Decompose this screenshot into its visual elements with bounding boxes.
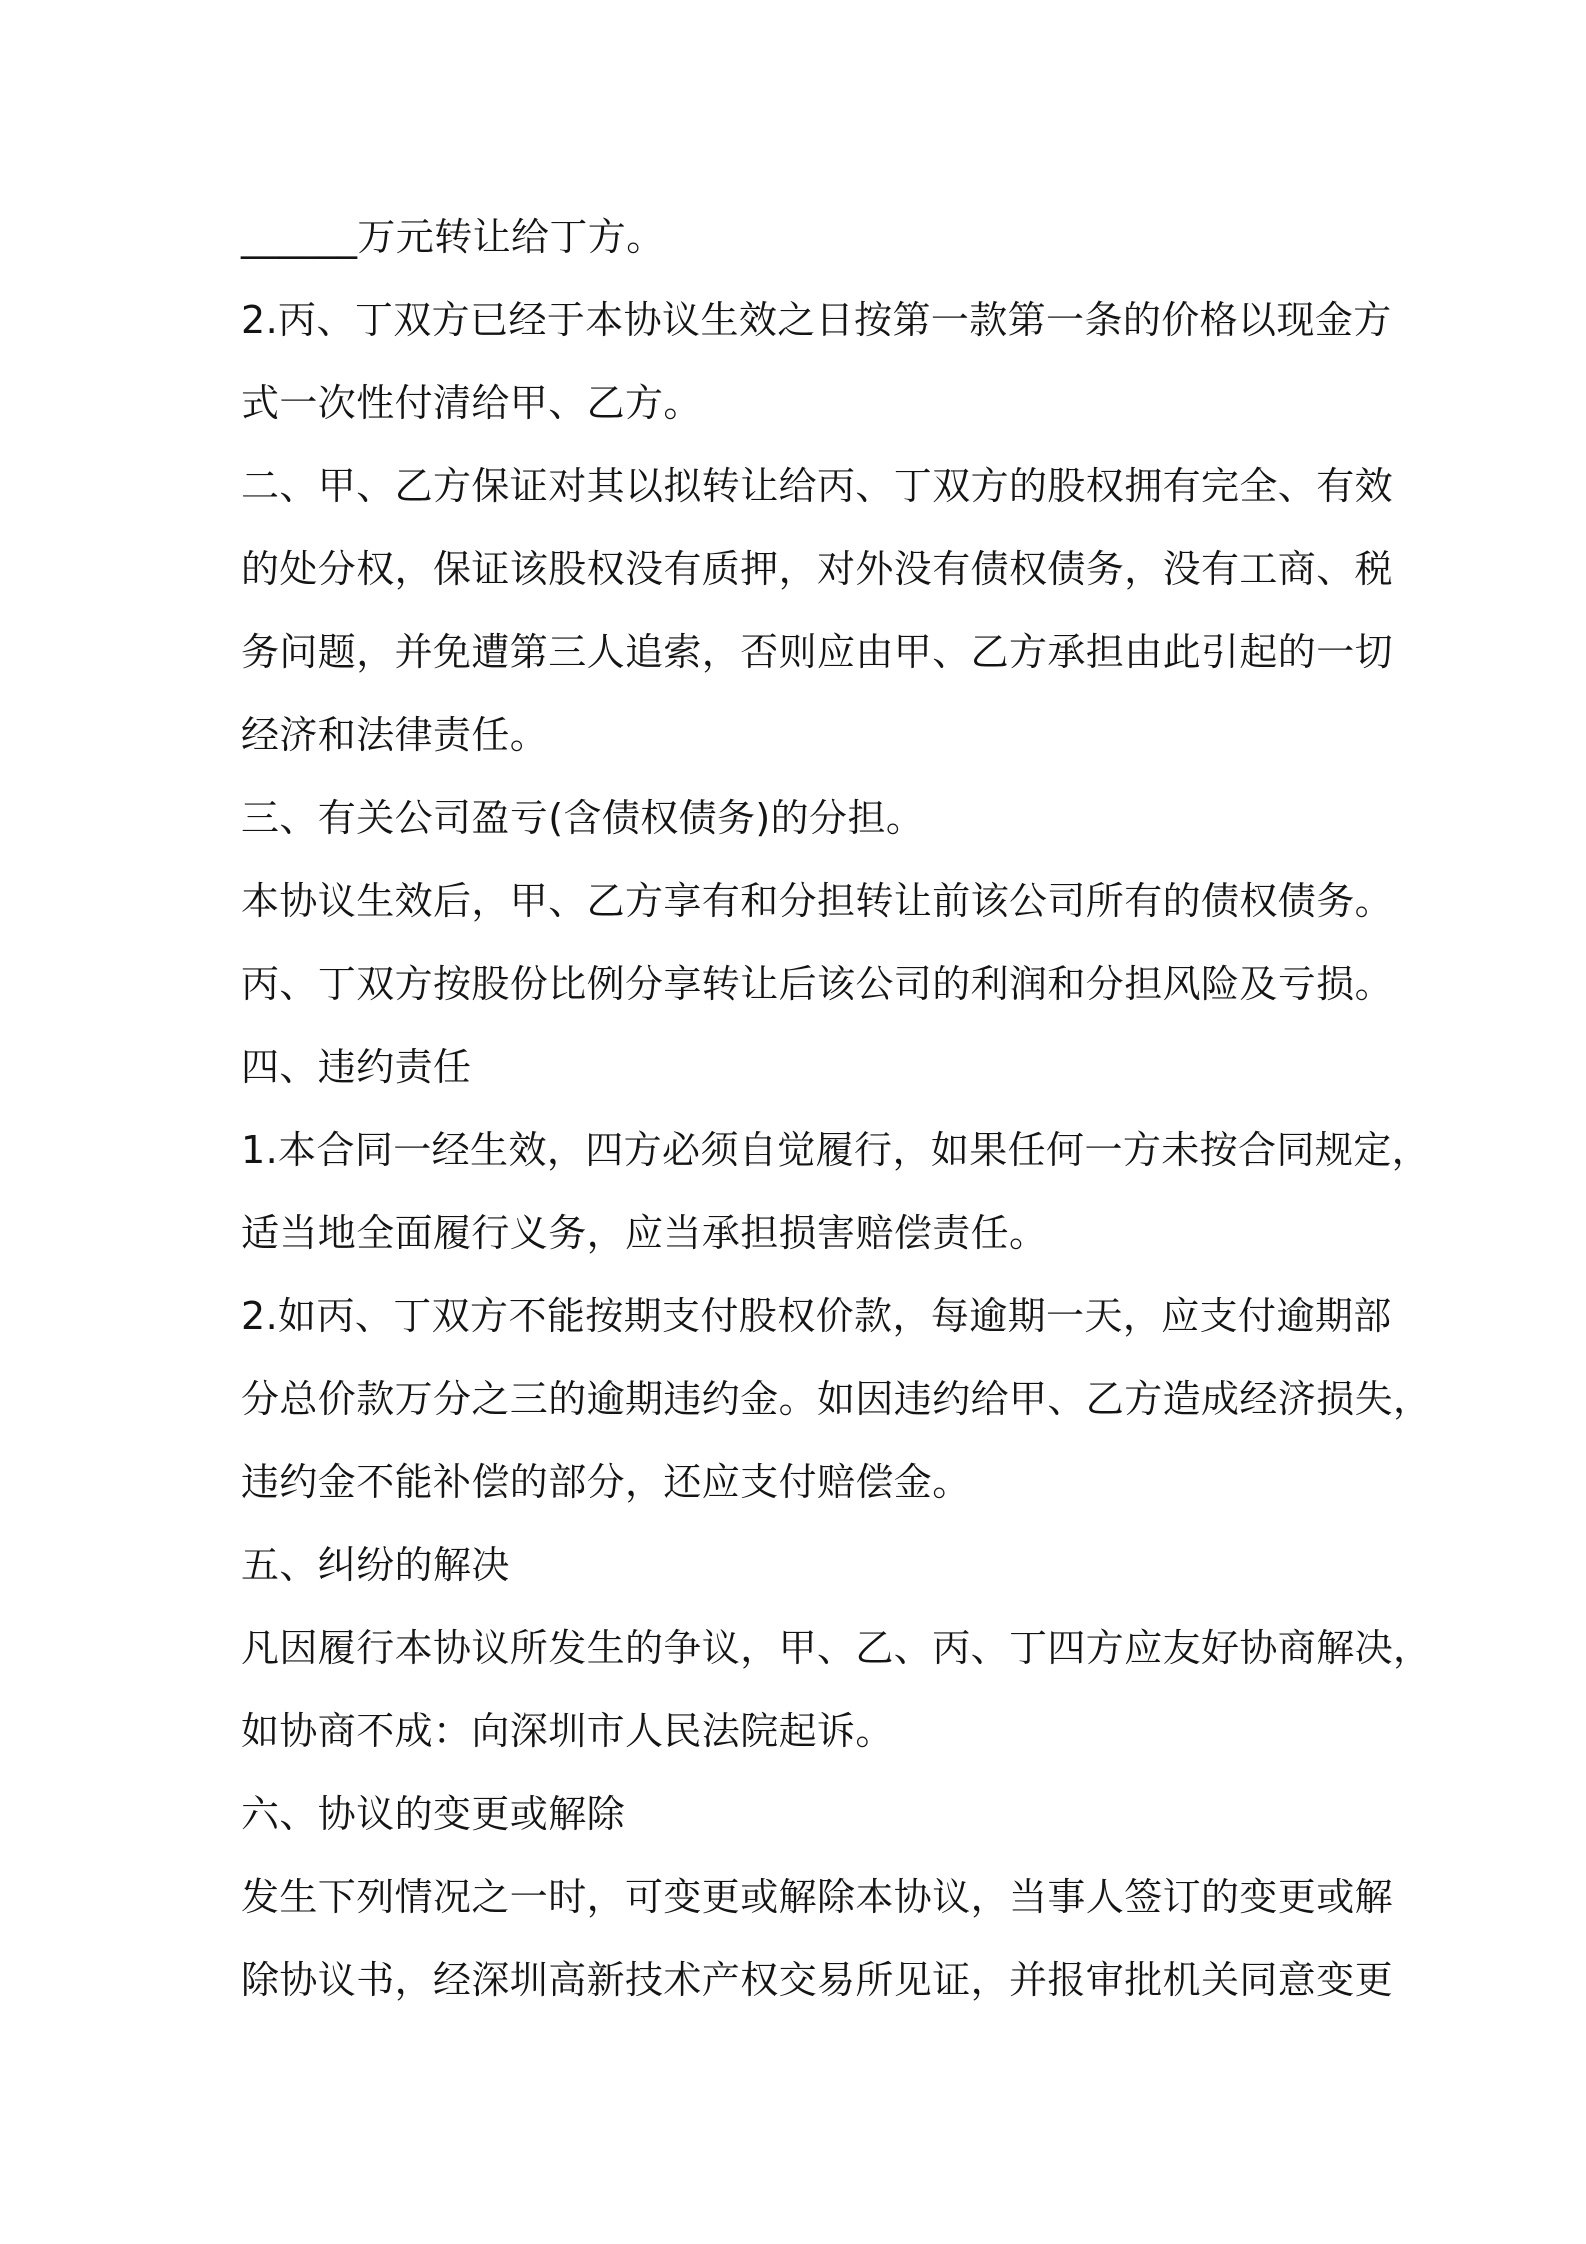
text-line: 经济和法律责任。 — [241, 713, 549, 757]
text-line: 1.本合同一经生效，四方必须自觉履行，如果任何一方未按合同规定， — [241, 1128, 1431, 1172]
text-line: 的处分权，保证该股权没有质押，对外没有债权债务，没有工商、税 — [241, 547, 1394, 591]
text-line: 如协商不成：向深圳市人民法院起诉。 — [241, 1709, 894, 1753]
text-line: 式一次性付清给甲、乙方。 — [241, 381, 702, 425]
text-line: ______万元转让给丁方。 — [241, 215, 665, 259]
text-line: 凡因履行本协议所发生的争议，甲、乙、丙、丁四方应友好协商解决， — [241, 1626, 1432, 1670]
text-line: 丙、丁双方按股份比例分享转让后该公司的利润和分担风险及亏损。 — [241, 962, 1394, 1006]
text-line: 六、协议的变更或解除 — [241, 1792, 626, 1836]
text-line: 违约金不能补偿的部分，还应支付赔偿金。 — [241, 1460, 971, 1504]
text-line: 二、甲、乙方保证对其以拟转让给丙、丁双方的股权拥有完全、有效 — [241, 464, 1394, 508]
text-line: 分总价款万分之三的逾期违约金。如因违约给甲、乙方造成经济损失， — [241, 1377, 1432, 1421]
text-line: 本协议生效后，甲、乙方享有和分担转让前该公司所有的债权债务。 — [241, 879, 1394, 923]
text-line: 发生下列情况之一时，可变更或解除本协议，当事人签订的变更或解 — [241, 1875, 1394, 1919]
text-line: 五、纠纷的解决 — [241, 1543, 510, 1587]
text-line: 适当地全面履行义务，应当承担损害赔偿责任。 — [241, 1211, 1048, 1255]
text-line: 2.丙、丁双方已经于本协议生效之日按第一款第一条的价格以现金方 — [241, 298, 1392, 342]
text-line: 2.如丙、丁双方不能按期支付股权价款，每逾期一天，应支付逾期部 — [241, 1294, 1392, 1338]
text-line: 四、违约责任 — [241, 1045, 472, 1089]
document-body — [241, 196, 1432, 2022]
text-line: 务问题，并免遭第三人追索，否则应由甲、乙方承担由此引起的一切 — [241, 630, 1394, 674]
text-line: 三、有关公司盈亏(含债权债务)的分担。 — [241, 796, 925, 840]
text-line: 除协议书，经深圳高新技术产权交易所见证，并报审批机关同意变更 — [241, 1958, 1394, 2002]
